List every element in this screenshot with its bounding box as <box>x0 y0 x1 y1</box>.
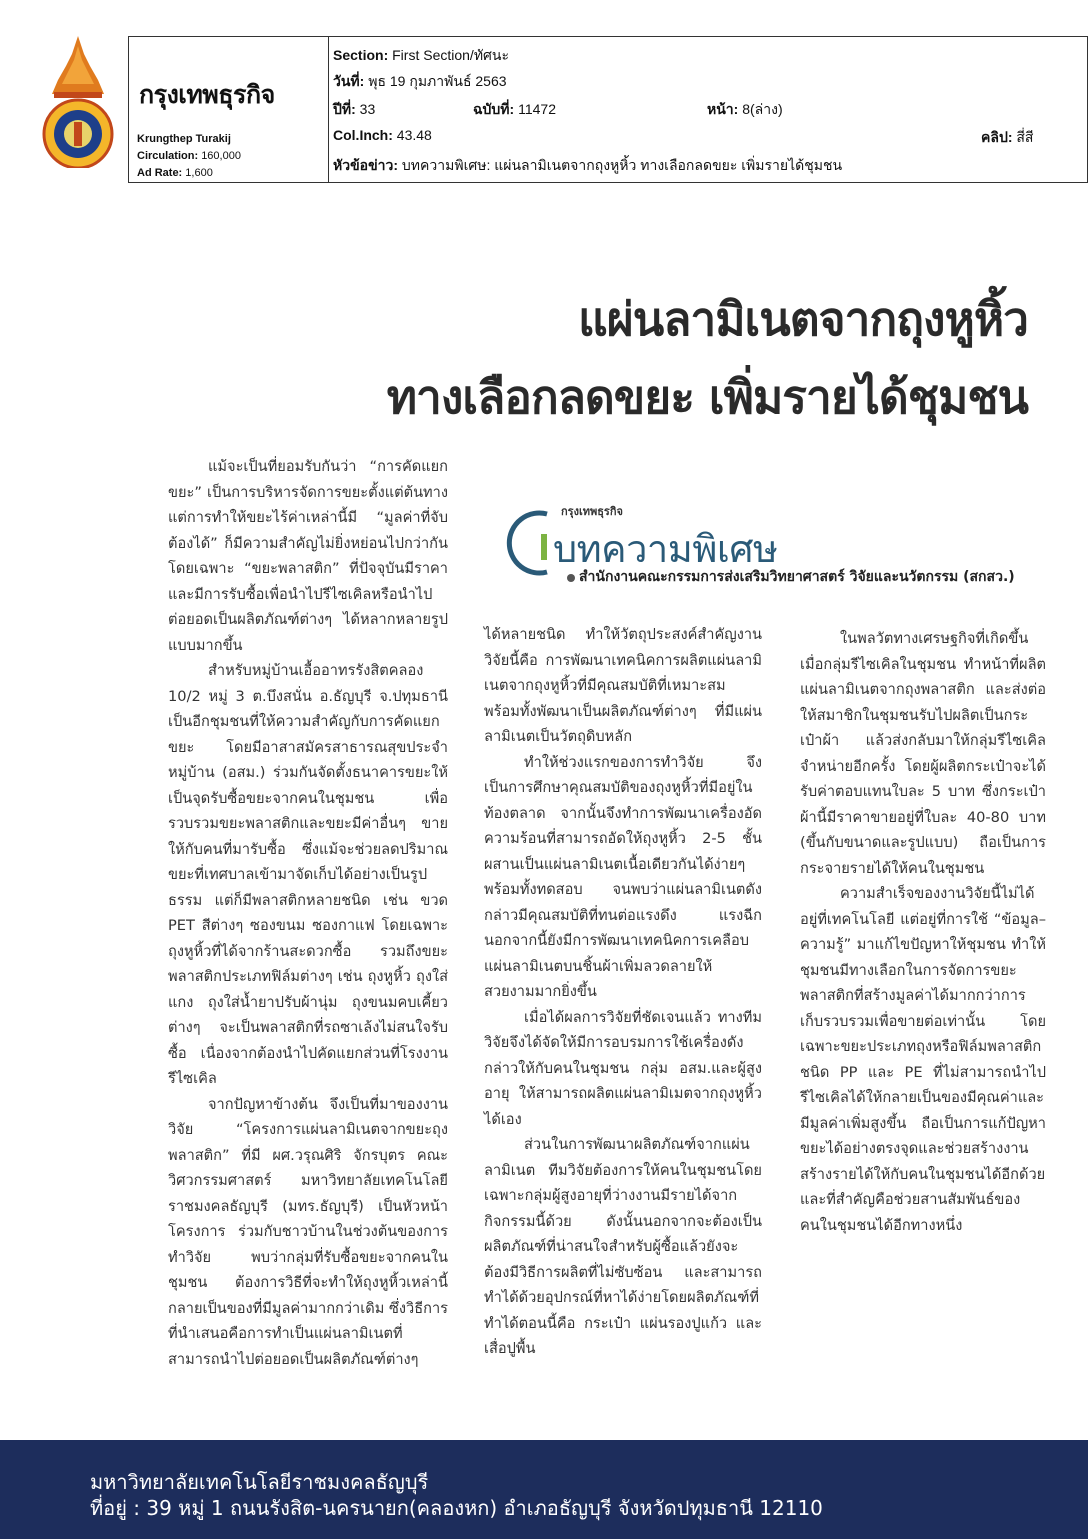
issue-row <box>473 99 556 121</box>
logo-title: บทความพิเศษ <box>553 527 778 571</box>
article-column-3 <box>800 626 1046 1238</box>
col3-paragraph-2: ความสำเร็จของงานวิจัยนี้ไม่ได้อยู่ที่เทคโนโลยี แต่อยู่ที่การใช้ “ข้อมูล–ความรู้” มาแก้ไขปัญหาให้ชุมชน ทำให้ชุมชนมีทางเลือกในการจัดการขยะพลาสติกที่สร้างมูลค่าได้มากกว่าการเก็บรวบรวมเพื่อขายต่อเท่านั้น โดยเฉพาะขยะประเภทถุงหรือฟิล์มพลาสติกชนิด PP และ PE ที่ไม่สามารถนำไปรีไซเคิลได้ให้กลายเป็นของมีคุณค่าและมีมูลค่าเพิ่มสูงขึ้น ถือเป็นการแก้ปัญหาขยะได้อย่างตรงจุดและช่วยสร้างงาน สร้างรายได้ให้กับคนในชุมชนได้อีกด้วย และที่สำคัญคือช่วยสานสัมพันธ์ของคนในชุมชนได้อีกทางหนึ่ง <box>800 885 1046 1234</box>
section-value: First Section/ทัศนะ <box>392 47 510 63</box>
section-label: Section: <box>333 47 389 63</box>
col1-paragraph-1: แม้จะเป็นที่ยอมรับกันว่า “การคัดแยกขยะ” เป็นการบริหารจัดการขยะตั้งแต่ต้นทาง แต่การทำให้ขยะไร้ค่าเหล่านี้มี “มูลค่าที่จับต้องได้” ก็มีความสำคัญไม่ยิ่งหย่อนไปกว่ากันโดยเฉพาะ “ขยะพลาสติก” ที่ปัจจุบันมีราคาและมีการรับซื้อเพื่อนำไปรีไซเคิลหรือนำไปต่อยอดเป็นผลิตภัณฑ์ต่างๆ ได้หลากหลายรูปแบบมากขึ้น <box>168 458 448 654</box>
logo-accent-bar <box>541 534 547 560</box>
university-seal-logo <box>40 36 116 168</box>
col2-paragraph-1: ได้หลายชนิด ทำให้วัตถุประสงค์สำคัญงานวิจัยนี้คือ การพัฒนาเทคนิคการผลิตแผ่นลามิเนตจากถุงหูหิ้วที่มีคุณสมบัติที่เหมาะสม พร้อมทั้งพัฒนาเป็นผลิตภัณฑ์ต่างๆ ที่มีแผ่นลามิเนตเป็นวัตถุดิบหลัก <box>484 626 762 745</box>
col2-paragraph-2: ทำให้ช่วงแรกของการทำวิจัย จึงเป็นการศึกษาคุณสมบัติของถุงหูหิ้วที่มีอยู่ในท้องตลาด จากนั้นจึงทำการพัฒนาเครื่องอัดความร้อนที่สามารถอัดให้ถุงหูหิ้ว 2-5 ชั้น ผสานเป็นแผ่นลามิเนตเนื้อเดียวกันได้ง่ายๆ พร้อมทั้งทดสอบ จนพบว่าแผ่นลามิเนตดังกล่าวมีคุณสมบัติที่ทนต่อแรงดึง แรงฉีก นอกจากนี้ยังมีการพัฒนาเทคนิคการเคลือบแผ่นลามิเนตบนชิ้นผ้าเพิ่มลวดลายให้สวยงามมากยิ่งขึ้น <box>484 753 762 1000</box>
special-article-logo <box>497 498 1057 590</box>
clipping-info-box <box>328 36 1088 183</box>
article-headline <box>387 280 1028 436</box>
clip-label: คลิป: <box>981 129 1013 145</box>
col2-paragraph-4: ส่วนในการพัฒนาผลิตภัณฑ์จากแผ่นลามิเนต ทีมวิจัยต้องการให้คนในชุมชนโดยเฉพาะกลุ่มผู้สูงอายุที่ว่างงานมีรายได้จากกิจกรรมนี้ด้วย ดังนั้นนอกจากจะต้องเป็นผลิตภัณฑ์ที่น่าสนใจสำหรับผู้ซื้อแล้วยังจะต้องมีวิธีการผลิตที่ไม่ซับซ้อน และสามารถทำได้ด้วยอุปกรณ์ที่หาได้ง่ายโดยผลิตภัณฑ์ที่ทำได้ตอนนี้คือ กระเป๋า แผ่นรองปูแก้ว และเสื่อปูพื้น <box>484 1136 762 1357</box>
logo-arc-icon <box>497 506 557 580</box>
footer-bar <box>0 1440 1088 1539</box>
footer-university-name: มหาวิทยาลัยเทคโนโลยีราชมงคลธัญบุรี <box>90 1470 429 1494</box>
col2-paragraph-3: เมื่อได้ผลการวิจัยที่ชัดเจนแล้ว ทางทีมวิจัยจึงได้จัดให้มีการอบรมการใช้เครื่องดังกล่าวให้กับคนในชุมชน กลุ่ม อสม.และผู้สูงอายุ ให้สามารถผลิตแผ่นลามิเมตจากถุงหูหิ้วได้เอง <box>484 1008 762 1128</box>
col1-paragraph-2: สำหรับหมู่บ้านเอื้ออาทรรังสิตคลอง 10/2 หมู่ 3 ต.บึงสนั่น อ.ธัญบุรี จ.ปทุมธานี เป็นอีกชุมชนที่ให้ความสำคัญกับการคัดแยกขยะ โดยมีอาสาสมัครสาธารณสุขประจำหมู่บ้าน (อสม.) ร่วมกันจัดตั้งธนาคารขยะให้เป็นจุดรับซื้อขยะจากคนในชุมชน เพื่อรวบรวมขยะพลาสติกและขยะมีค่าอื่นๆ ขายให้กับคนที่มารับซื้อ ซึ่งแม้จะช่วยลดปริมาณขยะที่เทศบาลเข้ามาจัดเก็บได้อย่างเป็นรูปธรรม แต่ก็มีพลาสติกหลายชนิด เช่น ขวด PET สีต่างๆ ซองขนม ซองกาแฟ โดยเฉพาะถุงหูหิ้วที่ได้จากร้านสะดวกซื้อ รวมถึงขยะพลาสติกประเภทฟิล์มต่างๆ เช่น ถุงหูหิ้ว ถุงใส่แกง ถุงใส่น้ำยาปรับผ้านุ่ม ถุงขนมคบเคี้ยวต่างๆ จะเป็นพลาสติกที่รถซาเล้งไม่สนใจรับซื้อ เนื่องจากต้องนำไปคัดแยกส่วนที่โรงงานรีไซเคิล <box>168 662 448 1087</box>
date-value: พุธ 19 กุมภาพันธ์ 2563 <box>368 73 507 89</box>
logo-publication-name: กรุงเทพธุรกิจ <box>561 505 623 518</box>
issue-value: 11472 <box>518 101 556 117</box>
logo-agency: สำนักงานคณะกรรมการส่งเสริมวิทยาศาสตร์ วิจัยและนวัตกรรม (สกสว.) <box>579 569 1015 585</box>
circulation-value: 160,000 <box>201 150 241 162</box>
article-column-2 <box>484 622 762 1362</box>
year-label: ปีที่: <box>333 101 356 117</box>
masthead-box <box>128 36 328 183</box>
topic-label: หัวข้อข่าว: <box>333 157 399 173</box>
colinch-row <box>333 127 432 143</box>
publication-name: กรุงเทพธุรกิจ <box>139 80 275 109</box>
col1-paragraph-3: จากปัญหาข้างต้น จึงเป็นที่มาของงานวิจัย “โครงการแผ่นลามิเนตจากขยะถุงพลาสติก” ที่มี ผศ.วรุณศิริ จักรบุตร คณะวิศวกรรมศาสตร์ มหาวิทยาลัยเทคโนโลยีราชมงคลธัญบุรี (มทร.ธัญบุรี) เป็นหัวหน้าโครงการ ร่วมกับชาวบ้านในช่วงต้นของการทำวิจัย พบว่ากลุ่มที่รับซื้อขยะจากคนในชุมชน ต้องการวิธีที่จะทำให้ถุงหูหิ้วเหล่านี้กลายเป็นของที่มีมูลค่ามากกว่าเดิม ซึ่งวิธีการที่นำเสนอคือการทำเป็นแผ่นลามิเนตที่สามารถนำไปต่อยอดเป็นผลิตภัณฑ์ต่างๆ <box>168 1095 448 1368</box>
publication-latin-name: Krungthep Turakij <box>137 133 231 145</box>
page-label: หน้า: <box>707 101 739 117</box>
date-label: วันที่: <box>333 73 365 89</box>
page-value: 8(ล่าง) <box>742 101 783 117</box>
section-row <box>333 45 509 67</box>
ad-rate-value: 1,600 <box>185 167 213 179</box>
headline-line-1: แผ่นลามิเนตจากถุงหูหิ้ว <box>578 292 1028 346</box>
circulation-label: Circulation: <box>137 150 199 162</box>
bullet-icon <box>567 574 575 582</box>
topic-value: บทความพิเศษ: แผ่นลามิเนตจากถุงหูหิ้ว ทางเลือกลดขยะ เพิ่มรายได้ชุมชน <box>401 157 843 173</box>
date-row <box>333 71 507 93</box>
footer-address: ที่อยู่ : 39 หมู่ 1 ถนนรังสิต-นครนายก(คลองหก) อำเภอธัญบุรี จังหวัดปทุมธานี 12110 <box>90 1496 823 1520</box>
clip-value: สี่สี <box>1016 129 1034 145</box>
article-column-1 <box>168 454 448 1372</box>
year-value: 33 <box>359 101 376 117</box>
topic-row <box>333 155 842 177</box>
ad-rate-label: Ad Rate: <box>137 167 183 179</box>
col3-paragraph-1: ในพลวัตทางเศรษฐกิจที่เกิดขึ้น เมื่อกลุ่มรีไซเคิลในชุมชน ทำหน้าที่ผลิตแผ่นลามิเนตจากถุงพลาสติก และส่งต่อให้สมาชิกในชุมชนรับไปผลิตเป็นกระเป๋าผ้า แล้วส่งกลับมาให้กลุ่มรีไซเคิลจำหน่ายอีกครั้ง โดยผู้ผลิตกระเป๋าจะได้รับค่าตอบแทนใบละ 5 บาท ซึ่งกระเป๋าผ้านี้มีราคาขายอยู่ที่ใบละ 40-80 บาท (ขึ้นกับขนาดและรูปแบบ) ถือเป็นการกระจายรายได้ให้คนในชุมชน <box>800 630 1046 877</box>
colinch-value: 43.48 <box>396 127 432 143</box>
colinch-label: Col.Inch: <box>333 127 393 143</box>
headline-line-2: ทางเลือกลดขยะ เพิ่มรายได้ชุมชน <box>386 370 1028 424</box>
year-row <box>333 99 375 121</box>
issue-label: ฉบับที่: <box>473 101 515 117</box>
page-row <box>707 99 783 121</box>
clip-row <box>981 127 1033 149</box>
publication-meta <box>137 131 241 182</box>
